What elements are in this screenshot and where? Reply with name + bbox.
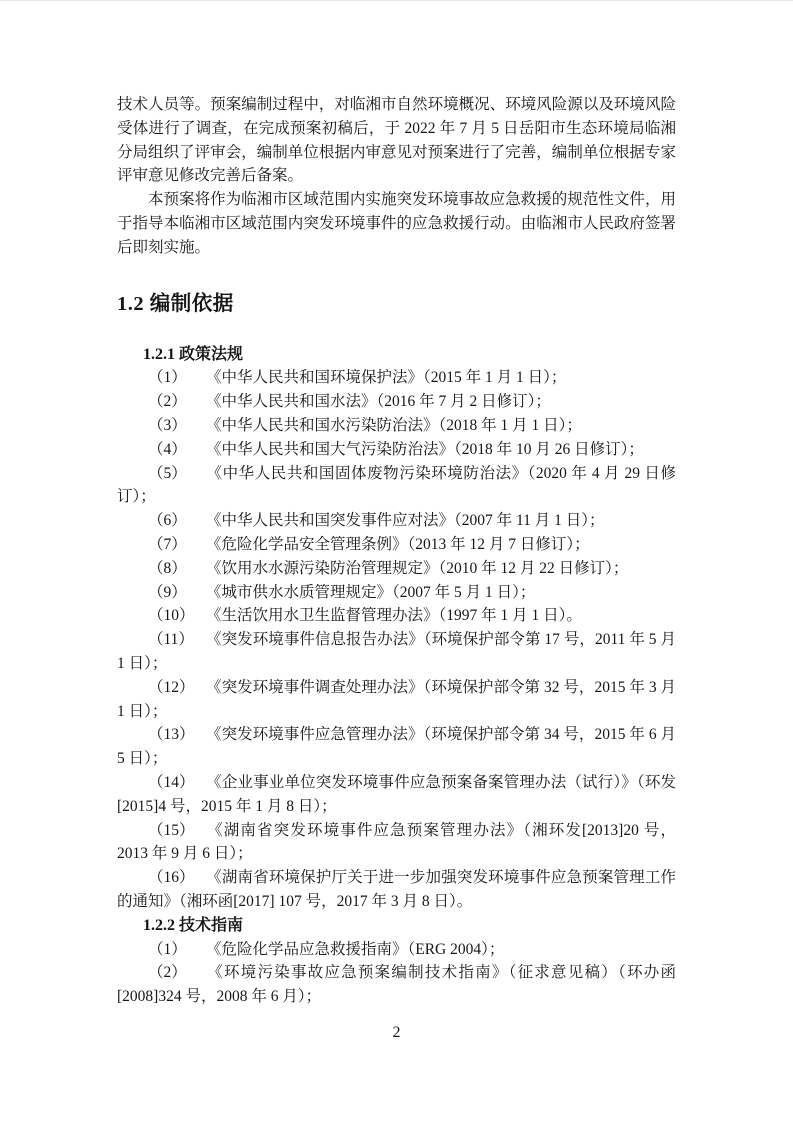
item-text: 《城市供水水质管理规定》（2007 年 5 月 1 日）； <box>206 583 536 601</box>
regulation-item <box>117 509 676 533</box>
regulation-item <box>117 414 676 438</box>
regulation-item <box>117 604 676 628</box>
item-text: 《中华人民共和国水法》（2016 年 7 月 2 日修订）； <box>206 393 551 411</box>
item-number: （16） <box>148 869 195 887</box>
regulation-item <box>117 533 676 557</box>
item-number: （10） <box>148 607 195 625</box>
item-number: （11） <box>148 631 194 649</box>
item-number: （12） <box>148 678 195 696</box>
item-text: 《生活饮用水卫生监督管理办法》（1997 年 1 月 1 日）。 <box>206 607 582 625</box>
item-text: 《危险化学品安全管理条例》（2013 年 12 月 7 日修订）； <box>206 535 590 553</box>
regulation-item <box>117 628 676 676</box>
regulation-item <box>117 581 676 605</box>
page-number: 2 <box>392 1024 401 1041</box>
item-number: （4） <box>148 440 187 458</box>
regulation-item <box>117 819 676 867</box>
item-number: （1） <box>148 369 187 387</box>
item-text: 《突发环境事件调查处理办法》（环境保护部令第 32 号，2015 年 3 月 1 日）； <box>117 678 676 720</box>
body-paragraph: 技术人员等。预案编制过程中，对临湘市自然环境概况、环境风险源以及环境风险受体进行了调查，在完成预案初稿后，于 2022 年 7 月 5 日岳阳市生态环境局临湘分局组织了评审会，编制单位根据内审意见对预案进行了完善，编制单位根据专家评审意见修改完善后备案。 <box>117 96 676 185</box>
item-text: 《企业事业单位突发环境事件应急预案备案管理办法（试行）》（环发[2015]4 号，2015 年 1 月 8 日）； <box>117 773 676 815</box>
regulation-item <box>117 462 676 510</box>
item-text: 《中华人民共和国环境保护法》（2015 年 1 月 1 日）； <box>206 369 567 387</box>
item-text: 《中华人民共和国固体废物污染环境防治法》（2020 年 4 月 29 日修订）； <box>117 464 676 506</box>
regulation-item <box>117 438 676 462</box>
item-text: 《中华人民共和国水污染防治法》（2018 年 1 月 1 日）； <box>206 416 582 434</box>
regulation-item <box>117 366 676 390</box>
regulation-item <box>117 557 676 581</box>
item-number: （6） <box>148 512 187 530</box>
item-number: （8） <box>148 559 187 577</box>
regulation-item <box>117 676 676 724</box>
item-text: 《中华人民共和国突发事件应对法》（2007 年 11 月 1 日）； <box>206 512 605 530</box>
regulation-item <box>117 723 676 771</box>
item-text: 《突发环境事件应急管理办法》（环境保护部令第 34 号，2015 年 6 月 5 日）； <box>117 726 676 768</box>
item-text: 《环境污染事故应急预案编制技术指南》（征求意见稿）（环办函[2008]324 号，2008 年 6 月）； <box>117 964 676 1006</box>
item-number: （9） <box>148 583 187 601</box>
subsection-heading-policy: 1.2.1 政策法规 <box>143 345 244 363</box>
item-number: （3） <box>148 416 187 434</box>
body-paragraph: 本预案将作为临湘市区域范围内实施突发环境事故应急救援的规范性文件，用于指导本临湘市区域范围内突发环境事件的应急救援行动。由临湘市人民政府签署后即刻实施。 <box>117 191 676 256</box>
item-number: （7） <box>148 535 187 553</box>
item-number: （5） <box>148 464 187 482</box>
regulation-item <box>117 938 676 962</box>
item-number: （1） <box>148 940 187 958</box>
regulation-item <box>117 961 676 1009</box>
subsection-heading-technical: 1.2.2 技术指南 <box>143 916 244 934</box>
page-content <box>117 93 676 1009</box>
item-number: （2） <box>148 964 187 982</box>
item-text: 《危险化学品应急救援指南》（ERG 2004）； <box>206 940 505 958</box>
item-text: 《中华人民共和国大气污染防治法》（2018 年 10 月 26 日修订）； <box>206 440 644 458</box>
regulation-item <box>117 390 676 414</box>
regulation-item <box>117 771 676 819</box>
item-number: （14） <box>148 773 195 791</box>
regulation-item <box>117 866 676 914</box>
item-text: 《湖南省环境保护厅关于进一步加强突发环境事件应急预案管理工作的通知》（湘环函[2017] 107 号，2017 年 3 月 8 日）。 <box>117 869 676 910</box>
item-number: （13） <box>148 726 195 744</box>
section-heading: 1.2 编制依据 <box>117 292 234 315</box>
item-text: 《突发环境事件信息报告办法》（环境保护部令第 17 号，2011 年 5 月 1 日）； <box>117 631 676 672</box>
item-number: （15） <box>148 821 195 839</box>
item-text: 《湖南省突发环境事件应急预案管理办法》（湘环发[2013]20 号，2013 年 9 月 6 日）； <box>117 821 676 863</box>
item-number: （2） <box>148 393 187 411</box>
item-text: 《饮用水水源污染防治管理规定》（2010 年 12 月 22 日修订）； <box>206 559 629 577</box>
